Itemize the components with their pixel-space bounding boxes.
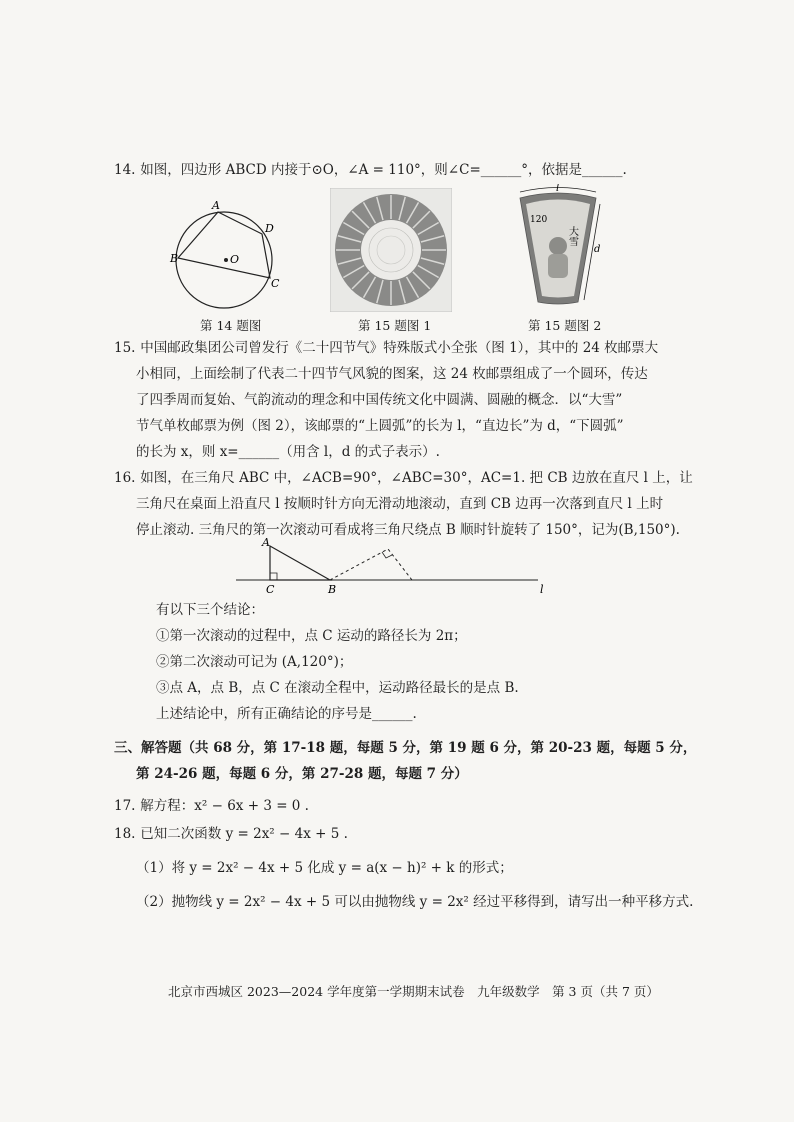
q17-number: 17. xyxy=(114,798,136,814)
fig15-1-caption: 第 15 题图 1 xyxy=(358,318,432,333)
section3-heading-2: 第 24-26 题，每题 6 分，第 27-28 题，每题 7 分） xyxy=(136,766,468,782)
label-c: C xyxy=(266,583,275,596)
fig14-caption: 第 14 题图 xyxy=(200,318,262,333)
q18-number: 18. xyxy=(114,826,136,842)
q14-text: 如图，四边形 ABCD 内接于⊙O，∠A = 110°，则∠C=______°，依据是______. xyxy=(140,162,627,178)
quadrilateral-abcd xyxy=(178,212,270,278)
q16-text-1: 如图，在三角尺 ABC 中，∠ACB=90°，∠ABC=30°，AC=1. 把 CB 边放在直尺 l 上，让 xyxy=(140,470,693,486)
q16-conclusion-2: ②第二次滚动可记为 (A,120°)； xyxy=(156,654,353,670)
label-d: d xyxy=(594,244,601,255)
label-b: B xyxy=(328,583,337,596)
q15-text-4: 节气单枚邮票为例（图 2），该邮票的“上圆弧”的长为 l，“直边长”为 d，“下圆弧” xyxy=(136,418,624,434)
q15-text-5: 的长为 x，则 x=______（用含 l，d 的式子表示）. xyxy=(136,444,440,460)
label-b: B xyxy=(170,252,179,265)
q16-text-2: 三角尺在桌面上沿直尺 l 按顺时针方向无滑动地滚动，直到 CB 边再一次落到直尺 l 上时 xyxy=(136,496,664,512)
stamp-figure-body xyxy=(548,254,568,278)
q16-conclusion-3: ③点 A，点 B，点 C 在滚动全程中，运动路径最长的是点 B. xyxy=(156,680,519,696)
fig16-triangle-diagram xyxy=(232,536,552,596)
q15-text-1: 中国邮政集团公司曾发行《二十四节气》特殊版式小全张（图 1），其中的 24 枚邮票大 xyxy=(140,340,659,356)
label-a: A xyxy=(262,536,270,549)
label-a: A xyxy=(212,200,220,212)
stamp-figure-head xyxy=(549,237,567,255)
page-footer: 北京市西城区 2023—2024 学年度第一学期期末试卷 九年级数学 第 3 页（共 7 页） xyxy=(168,984,659,999)
center-point-o xyxy=(224,258,228,262)
rotated-right-angle-mark xyxy=(382,552,392,558)
stamp-title: 大雪 xyxy=(566,226,578,246)
q16-intro: 有以下三个结论： xyxy=(156,602,264,618)
q15-text-3: 了四季周而复始、气韵流动的理念和中国传统文化中圆满、圆融的概念．以“大雪” xyxy=(136,392,623,408)
q15-number: 15. xyxy=(114,340,136,356)
q15-text-2: 小相同，上面绘制了代表二十四节气风貌的图案，这 24 枚邮票组成了一个圆环，传达 xyxy=(136,366,648,382)
q15-line1 xyxy=(114,338,658,358)
section3-heading-1: 三、解答题（共 68 分，第 17-18 题，每题 5 分，第 19 题 6 分，第 20-23 题，每题 5 分， xyxy=(114,740,697,756)
q18-part-2: （2）抛物线 y = 2x² − 4x + 5 可以由抛物线 y = 2x² 经过平移得到，请写出一种平移方式. xyxy=(136,894,694,910)
label-l: l xyxy=(556,184,560,194)
fig15-1-stamp-ring xyxy=(330,188,452,312)
q18-part-1: （1）将 y = 2x² − 4x + 5 化成 y = a(x − h)² + k 的形式； xyxy=(136,860,513,876)
q18-line xyxy=(114,824,348,844)
q16-question: 上述结论中，所有正确结论的序号是______. xyxy=(156,706,417,722)
right-angle-mark xyxy=(270,573,277,580)
triangle-abc xyxy=(270,546,330,580)
fig15-2-caption: 第 15 题图 2 xyxy=(528,318,602,333)
q16-line1 xyxy=(114,468,693,488)
q17-line xyxy=(114,796,309,816)
label-l: l xyxy=(540,583,544,596)
q16-text-3: 停止滚动. 三角尺的第一次滚动可看成将三角尺绕点 B 顺时针旋转了 150°，记为(B,150°). xyxy=(136,522,680,538)
label-c: C xyxy=(271,277,280,290)
rotated-triangle-dashed xyxy=(330,549,412,580)
q14-line xyxy=(114,160,627,180)
fig15-2-single-stamp xyxy=(508,184,604,314)
fig14-circle-diagram xyxy=(168,200,288,318)
q18-text: 已知二次函数 y = 2x² − 4x + 5 . xyxy=(140,826,348,842)
ring-inner xyxy=(361,220,421,280)
label-d: D xyxy=(265,222,274,235)
label-o: O xyxy=(230,253,240,266)
stamp-value: 120 xyxy=(530,215,548,225)
q17-text: 解方程：x² − 6x + 3 = 0 . xyxy=(140,798,309,814)
q16-conclusion-1: ①第一次滚动的过程中，点 C 运动的路径长为 2π； xyxy=(156,628,467,644)
q16-number: 16. xyxy=(114,470,136,486)
q14-number: 14. xyxy=(114,162,136,178)
